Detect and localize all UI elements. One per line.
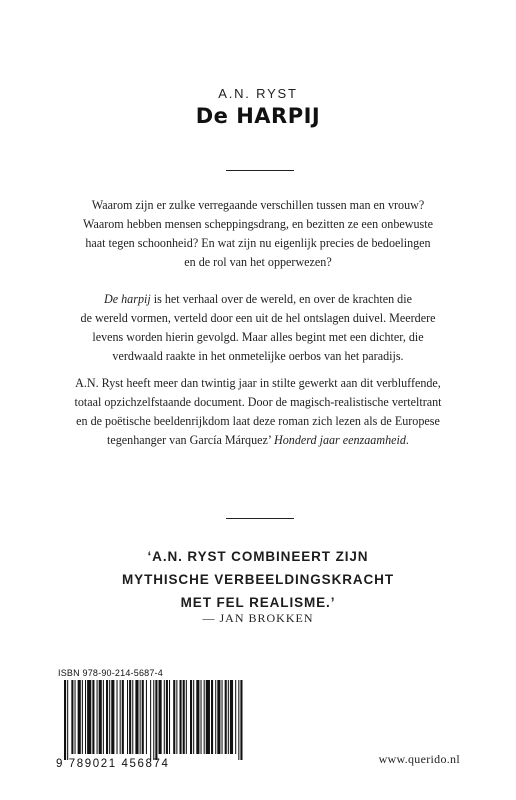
blurb-line: Waarom zijn er zulke verregaande verschillen tussen man en vrouw? (91, 198, 425, 212)
isbn-label: ISBN 978-90-214-5687-4 (58, 668, 163, 678)
quote-line: ‘A.N. RYST COMBINEERT ZIJN (147, 549, 369, 564)
barcode-digits: 9 789021 456874 (56, 758, 170, 770)
quote-attribution: — JAN BROKKEN (202, 611, 314, 625)
blurb-line: de wereld vormen, verteld door een uit de hel ontslagen duivel. Meerdere (80, 311, 436, 325)
blurb-text: . (405, 433, 409, 447)
blurb-line: haat tegen schoonheid? En wat zijn nu eigenlijk precies de bedoelingen (85, 236, 431, 250)
blurb-line (0, 290, 516, 309)
blurb-line: totaal opzichzelfstaande document. Door de magisch-realistische verteltrant (74, 395, 442, 409)
blurb-line: levens worden hierin gevolgd. Maar alles begint met een dichter, die (92, 330, 424, 344)
barcode-bars (64, 680, 244, 760)
divider-bottom (226, 518, 294, 519)
blurb-paragraph-2 (0, 290, 516, 366)
quote-line: MET FEL REALISME.’ (180, 595, 336, 610)
blurb-line: A.N. Ryst heeft meer dan twintig jaar in stilte gewerkt aan dit verbluffende, (75, 376, 441, 390)
blurb-line (0, 431, 516, 450)
barcode-box (56, 668, 246, 774)
blurb-line: verdwaald raakte in het onmetelijke oerbos van het paradijs. (112, 349, 404, 363)
blurb-text: tegenhanger van García Márquez’ (107, 433, 275, 447)
blurb-text: is het verhaal over de wereld, en over de krachten die (150, 292, 412, 306)
referenced-title-italic: Honderd jaar eenzaamheid (274, 433, 406, 447)
book-title-italic: De harpij (104, 292, 151, 306)
book-title: De HARPIJ (195, 104, 321, 128)
blurb-paragraph-1 (0, 196, 516, 272)
quote-line: MYTHISCHE VERBEELDINGSKRACHT (122, 572, 394, 587)
blurb-line: en de rol van het opperwezen? (184, 255, 332, 269)
blurb-line: en de poëtische beeldenrijkdom laat deze roman zich lezen als de Europese (76, 414, 440, 428)
publisher-website: www.querido.nl (378, 752, 460, 766)
author-name: A.N. RYST (218, 86, 298, 101)
review-quote (0, 545, 516, 614)
blurb-paragraph-3 (0, 374, 516, 450)
divider-top (226, 170, 294, 171)
blurb-line: Waarom hebben mensen scheppingsdrang, en bezitten ze een onbewuste (83, 217, 433, 231)
